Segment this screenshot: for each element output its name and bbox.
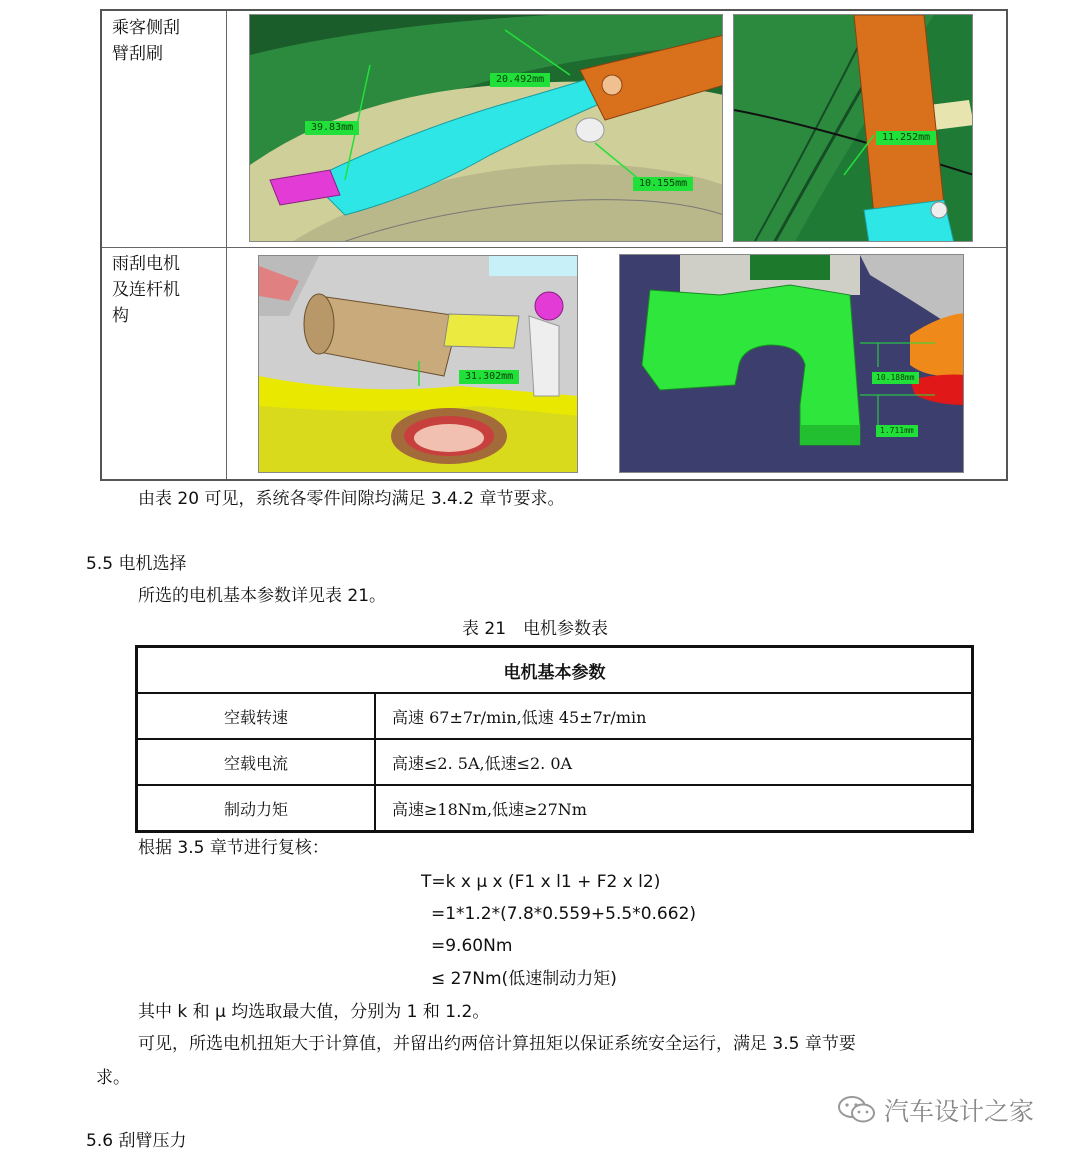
watermark: [838, 1092, 1034, 1131]
cad-image-motor-bracket: [619, 254, 964, 473]
row-divider: [102, 247, 1006, 248]
formula-line: T=k x μ x (F1 x l1 + F2 x l2): [421, 872, 661, 892]
note-text: 其中 k 和 μ 均选取最大值，分别为 1 和 1.2。: [138, 1002, 490, 1022]
check-intro-text: 根据 3.5 章节进行复核：: [138, 838, 329, 858]
table-conclusion-text: 由表 20 可见，系统各零件间隙均满足 3.4.2 章节要求。: [138, 489, 565, 509]
table-caption: 表 21 电机参数表: [462, 619, 609, 639]
motor-parameter-table: [135, 645, 974, 833]
intro-text: 所选的电机基本参数详见表 21。: [138, 586, 387, 606]
cad-image-arm-closeup: [733, 14, 973, 242]
measurement-label: 20.492mm: [490, 73, 550, 87]
conclusion-text-continued: 求。: [96, 1068, 130, 1088]
measurement-label: 11.252mm: [876, 131, 936, 145]
measurement-label: 10.155mm: [633, 177, 693, 191]
measurement-label: 31.302mm: [459, 370, 519, 384]
formula-line: =1*1.2*(7.8*0.559+5.5*0.662): [431, 904, 697, 924]
param-name: 空载电流: [137, 739, 376, 785]
measurement-label: 10.188mm: [872, 372, 919, 384]
section-heading-5-6: 5.6 刮臂压力: [86, 1131, 187, 1151]
param-value: 高速≤2. 5A,低速≤2. 0A: [375, 739, 973, 785]
measurement-label: 39.83mm: [305, 121, 359, 135]
cad-image-wiper-motor: [258, 255, 578, 473]
cad-wiper-motor-drawing: [259, 256, 578, 473]
formula-line: ≤ 27Nm(低速制动力矩): [431, 969, 617, 989]
cad-arm-closeup-drawing: [734, 15, 973, 242]
wechat-icon: [838, 1095, 876, 1131]
formula-line: =9.60Nm: [431, 936, 513, 956]
table-row: [137, 785, 973, 832]
param-name: 空载转速: [137, 693, 376, 739]
section-heading-5-5: 5.5 电机选择: [86, 554, 187, 574]
param-value: 高速≥18Nm,低速≥27Nm: [375, 785, 973, 832]
conclusion-text: 可见，所选电机扭矩大于计算值，并留出约两倍计算扭矩以保证系统安全运行，满足 3.5 章节要: [138, 1034, 856, 1054]
table-row: [137, 739, 973, 785]
param-name: 制动力矩: [137, 785, 376, 832]
row-label-wiper-motor: 雨刮电机 及连杆机 构: [112, 254, 180, 326]
cad-motor-bracket-drawing: [620, 255, 964, 473]
table-header: 电机基本参数: [137, 647, 973, 694]
column-divider: [226, 11, 227, 479]
param-value: 高速 67±7r/min,低速 45±7r/min: [375, 693, 973, 739]
watermark-text: 汽车设计之家: [884, 1097, 1035, 1126]
table-row: [137, 693, 973, 739]
row-label-passenger-wiper: 乘客侧刮 臂刮刷: [112, 18, 180, 64]
measurement-label: 1.711mm: [876, 425, 918, 437]
cad-image-wiper-arm: [249, 14, 723, 242]
